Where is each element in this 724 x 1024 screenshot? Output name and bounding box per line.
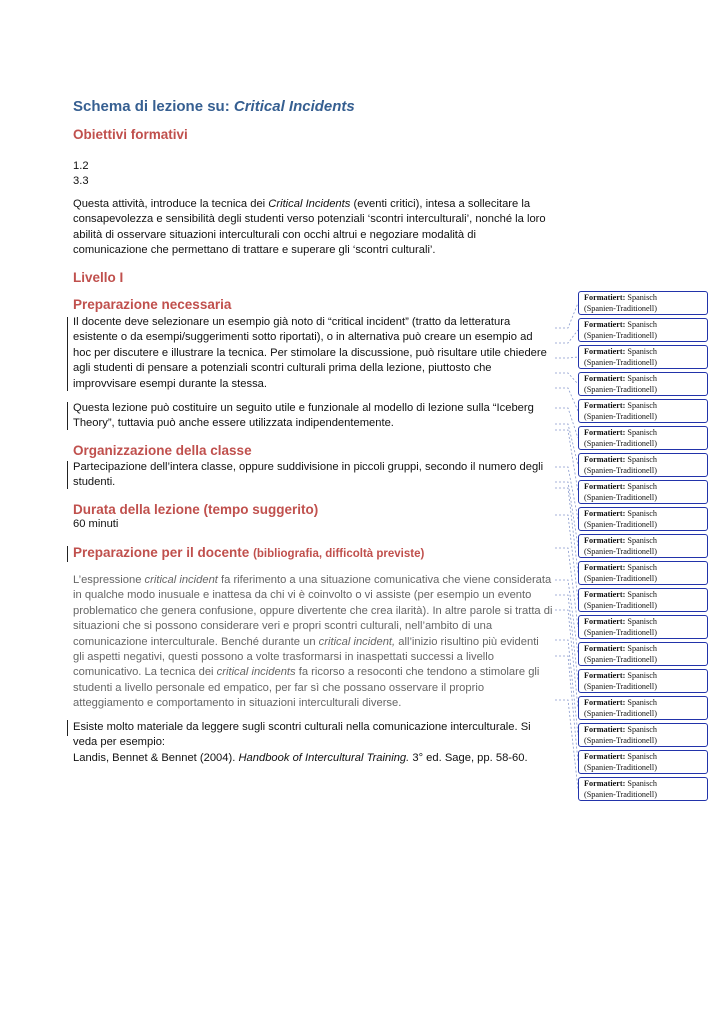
balloon-connector: [555, 656, 578, 762]
reference-title: Handbook of Intercultural Training.: [238, 752, 410, 764]
comment-balloon[interactable]: Formatiert: Spanisch (Spanien-Traditionell): [578, 777, 708, 801]
preparazione-paragraph-2: Questa lezione può costituire un seguito utile e funzionale al modello di lezione sulla “Iceberg Theory”, tuttavia può anche essere utilizzata indipendentemente.: [73, 402, 534, 430]
comment-balloon[interactable]: Formatiert: Spanisch (Spanien-Traditionell): [578, 345, 708, 369]
balloon-connector: [555, 408, 578, 438]
title-italic: Critical Incidents: [233, 98, 355, 115]
preparazione-paragraph-1: Il docente deve selezionare un esempio già noto di “critical incident” (tratto da letteratura esistente o da esempi/suggerimenti sotto riportati), o in alternativa può creare un esempio ad hoc per discutere e illustrare la tecnica. Per stimolare la discussione, può risultare utile chiedere agli studenti di pensare a potenziali scontri culturali prima della lezione, piuttosto che improvvisare esempi durante la stessa.: [73, 316, 547, 390]
heading-durata: Durata della lezione (tempo suggerito): [73, 502, 319, 517]
balloon-label: Formatiert:: [584, 455, 626, 464]
heading-obiettivi: Obiettivi formativi: [73, 127, 188, 142]
balloon-label: Formatiert:: [584, 563, 626, 572]
intro-text: Questa attività, introduce la tecnica dei: [73, 198, 269, 210]
balloon-connector: [555, 700, 578, 789]
balloon-label: Formatiert:: [584, 320, 626, 329]
title-prefix: Schema di lezione su:: [73, 98, 234, 115]
reference-authors: Landis, Bennet & Bennet (2004).: [73, 752, 239, 764]
balloon-label: Formatiert:: [584, 779, 626, 788]
balloon-connector: [555, 488, 578, 573]
comment-balloon[interactable]: Formatiert: Spanisch (Spanien-Traditionell): [578, 453, 708, 477]
docente-heading-small: (bibliografia, difficoltà previste): [253, 548, 425, 560]
balloon-connector: [555, 373, 578, 384]
balloon-connector: [555, 388, 578, 411]
balloon-label: Formatiert:: [584, 617, 626, 626]
balloon-label: Formatiert:: [584, 536, 626, 545]
balloon-connector: [555, 430, 578, 492]
intro-text-rest: (eventi critici), intesa a sollecitare la consapevolezza e sensibilità degli studenti verso potenziali ‘scontri interculturali’, nonché la loro abilità di osservare situazioni interculturali con occhi altrui e negoziare modalità di comunicazione che permettano di trattare e superare gli ‘scontri culturali’.: [73, 198, 546, 257]
balloon-label: Formatiert:: [584, 671, 626, 680]
docente-text: fa ricorso a resoconti che tendono a stimolare gli studenti a livello personale ed empatico, per far sì che possano osservare il proprio atteggiamento e comportamento in situazioni interculturali diverse.: [73, 666, 540, 710]
docente-heading-main: Preparazione per il docente: [73, 545, 254, 560]
comment-balloon[interactable]: Formatiert: Spanisch (Spanien-Traditionell): [578, 318, 708, 342]
docente-text: fa riferimento a una situazione comunicativa che viene considerata in qualche modo inusuale e inattesa da chi vi è coinvolto o vi assiste (per esempio un evento problematico che genera confusione, oppure divertente che crea ilarità). In altre parole si tratta di situazioni che si possono considerare veri e propri scontri culturali, nell’ambito di una comunicazione interculturale. Benché durante un: [73, 574, 553, 648]
intro-italic: Critical Incidents: [268, 198, 351, 210]
balloon-connector: [555, 303, 578, 328]
comment-balloon[interactable]: Formatiert: Spanisch (Spanien-Traditionell): [578, 372, 708, 396]
heading-livello: Livello I: [73, 270, 124, 285]
obiettivo-item: 1.2: [73, 160, 89, 172]
balloon-label: Formatiert:: [584, 347, 626, 356]
comment-balloon[interactable]: Formatiert: Spanisch (Spanien-Traditionell): [578, 561, 708, 585]
balloon-label: Formatiert:: [584, 752, 626, 761]
docente-italic: critical incidents: [216, 666, 296, 679]
balloon-connector: [555, 482, 578, 546]
docente-text: all’inizio risultino più evidenti gli aspetti negativi, questi possono a volte trasformarsi in inaspettati successi a livello comunicativo. La tecnica dei: [73, 635, 539, 679]
heading-organizzazione: Organizzazione della classe: [73, 443, 252, 458]
heading-preparazione: Preparazione necessaria: [73, 297, 232, 312]
comment-balloon[interactable]: Formatiert: Spanisch (Spanien-Traditionell): [578, 642, 708, 666]
comment-balloon[interactable]: Formatiert: Spanisch (Spanien-Traditionell): [578, 750, 708, 774]
reference-edition: 3° ed. Sage, pp. 58-60.: [409, 752, 528, 764]
durata-text: 60 minuti: [73, 518, 119, 530]
balloon-connector: [555, 424, 578, 465]
comment-balloon[interactable]: Formatiert: Spanisch (Spanien-Traditionell): [578, 723, 708, 747]
balloon-connector: [555, 357, 578, 358]
balloon-label: Formatiert:: [584, 509, 626, 518]
balloon-label: Formatiert:: [584, 644, 626, 653]
balloon-connector: [555, 580, 578, 654]
docente-italic: critical incident,: [318, 635, 396, 648]
comment-balloon[interactable]: Formatiert: Spanisch (Spanien-Traditionell): [578, 588, 708, 612]
balloon-connector: [555, 548, 578, 627]
balloon-connector: [555, 515, 578, 600]
balloon-connector: [555, 467, 578, 519]
balloon-label: Formatiert:: [584, 590, 626, 599]
comment-balloon[interactable]: Formatiert: Spanisch (Spanien-Traditionell): [578, 534, 708, 558]
docente-paragraph-2: Esiste molto materiale da leggere sugli scontri culturali nella comunicazione interculturale. Si veda per esempio:: [73, 721, 531, 749]
balloon-label: Formatiert:: [584, 698, 626, 707]
comment-balloon[interactable]: Formatiert: Spanisch (Spanien-Traditionell): [578, 615, 708, 639]
comment-balloon[interactable]: Formatiert: Spanisch (Spanien-Traditionell): [578, 426, 708, 450]
comment-balloon[interactable]: Formatiert: Spanisch (Spanien-Traditionell): [578, 399, 708, 423]
balloon-label: Formatiert:: [584, 482, 626, 491]
balloon-label: Formatiert:: [584, 293, 626, 302]
balloon-connector: [555, 330, 578, 343]
balloon-label: Formatiert:: [584, 428, 626, 437]
balloon-label: Formatiert:: [584, 401, 626, 410]
comment-balloon[interactable]: Formatiert: Spanisch (Spanien-Traditionell): [578, 291, 708, 315]
balloon-connector: [555, 610, 578, 708]
balloon-connector: [555, 595, 578, 681]
balloon-label: Formatiert:: [584, 725, 626, 734]
balloon-label: Formatiert:: [584, 374, 626, 383]
comment-balloon[interactable]: Formatiert: Spanisch (Spanien-Traditionell): [578, 669, 708, 693]
obiettivo-item: 3.3: [73, 175, 89, 188]
organizzazione-text: Partecipazione dell’intera classe, oppure suddivisione in piccoli gruppi, secondo il numero degli studenti.: [73, 461, 544, 489]
comment-balloon[interactable]: Formatiert: Spanisch (Spanien-Traditionell): [578, 480, 708, 504]
docente-italic: critical incident: [144, 574, 218, 586]
docente-text: L’espressione: [73, 574, 145, 586]
comment-balloon[interactable]: Formatiert: Spanisch (Spanien-Traditionell): [578, 507, 708, 531]
comment-balloon[interactable]: Formatiert: Spanisch (Spanien-Traditionell): [578, 696, 708, 720]
